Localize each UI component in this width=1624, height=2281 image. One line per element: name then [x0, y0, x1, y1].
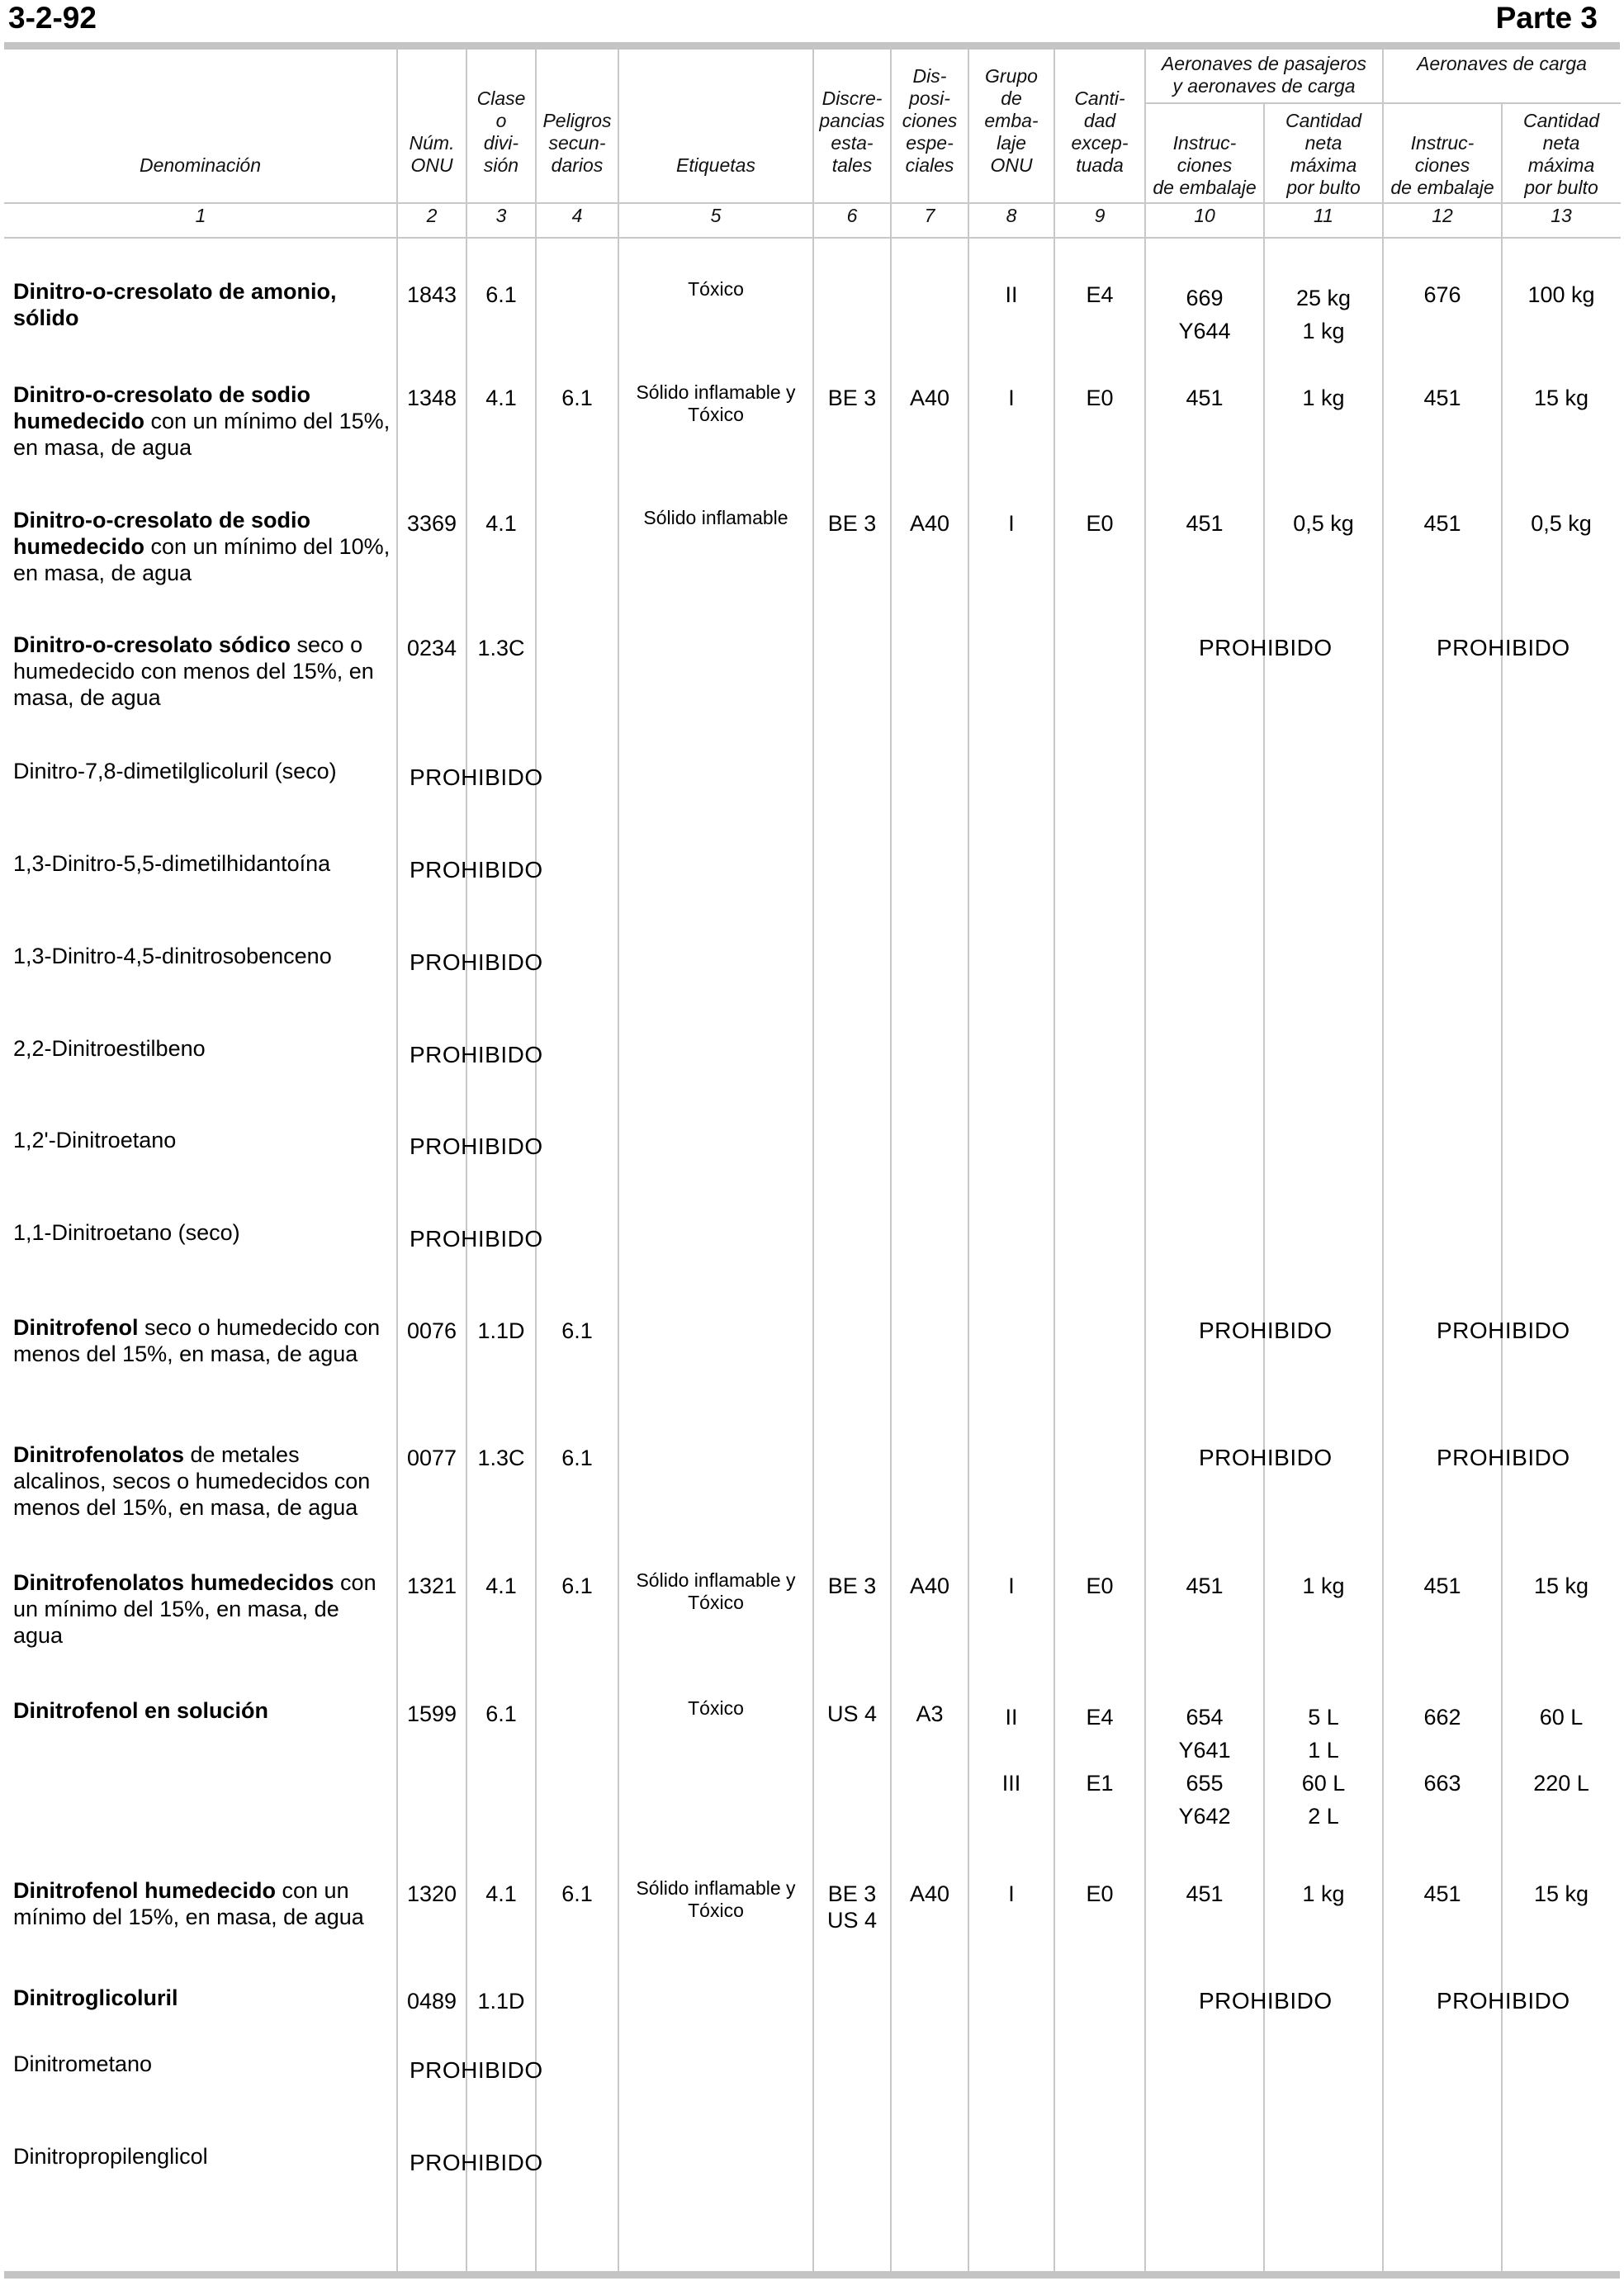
column-divider: [968, 50, 969, 2271]
column-divider: [466, 50, 467, 2271]
page-part: Parte 3: [1495, 1, 1598, 35]
prohibido-passenger: PROHIBIDO: [1199, 1445, 1333, 1470]
header-instrucciones-pasajeros: Instruc- ciones de embalaje: [1153, 132, 1257, 198]
label-cell: Tóxico: [688, 1697, 744, 1719]
special-provision-cell: A3: [916, 1701, 944, 1726]
prohibido-cargo: PROHIBIDO: [1437, 1445, 1570, 1470]
header-denominacion: Denominación: [139, 154, 262, 176]
un-number-cell: 1320: [406, 1881, 457, 1906]
passenger-instruction-cell: 451: [1186, 386, 1224, 410]
packing-group-cell: I: [1008, 386, 1015, 410]
header-grupo: Grupo de emba- laje ONU: [984, 65, 1039, 176]
column-number: 13: [1551, 205, 1572, 226]
cargo-quantity-cell: 15 kg: [1533, 1574, 1589, 1598]
passenger-instruction-cell: 654 Y641 655 Y642: [1178, 1705, 1231, 1829]
state-variation-cell: BE 3: [827, 511, 877, 536]
substance-name: Dinitro-o-cresolato de amonio, sólido: [13, 279, 337, 330]
special-provision-cell: A40: [909, 386, 950, 410]
prohibido-cargo: PROHIBIDO: [1437, 635, 1570, 660]
class-cell: 6.1: [485, 282, 517, 307]
prohibido-cargo: PROHIBIDO: [1437, 1318, 1570, 1343]
label-cell: Sólido inflamable: [643, 507, 788, 528]
column-divider: [1263, 103, 1265, 2271]
prohibido-label: PROHIBIDO: [410, 857, 543, 883]
passenger-quantity-cell: 1 kg: [1302, 1881, 1345, 1906]
top-rule: [4, 42, 1620, 50]
special-provision-cell: A40: [909, 511, 950, 536]
class-cell: 1.1D: [477, 1318, 525, 1343]
substance-name: Dinitrofenol humedecido con un mínimo del 15%, en masa, de agua: [13, 1878, 364, 1929]
column-number: 10: [1194, 205, 1215, 226]
column-number: 4: [571, 205, 583, 226]
cargo-instruction-cell: 676: [1423, 282, 1461, 307]
prohibido-label: PROHIBIDO: [410, 1226, 543, 1252]
secondary-hazard-cell: 6.1: [561, 1318, 593, 1343]
prohibido-cargo: PROHIBIDO: [1437, 1988, 1570, 2014]
excepted-quantity-cell: E0: [1086, 386, 1114, 410]
prohibido-passenger: PROHIBIDO: [1199, 1318, 1333, 1343]
prohibido-label: PROHIBIDO: [410, 2057, 543, 2083]
substance-name: 1,3-Dinitro-5,5-dimetilhidantoína: [13, 851, 331, 876]
class-cell: 4.1: [485, 1574, 517, 1598]
label-cell: Sólido inflamable y Tóxico: [636, 381, 796, 425]
substance-name: 1,2'-Dinitroetano: [13, 1128, 177, 1152]
class-cell: 6.1: [485, 1701, 517, 1726]
column-number: 9: [1094, 205, 1106, 226]
class-cell: 1.1D: [477, 1989, 525, 2014]
passenger-instruction-cell: 451: [1186, 1881, 1224, 1906]
column-divider: [1144, 50, 1146, 2271]
prohibido-label: PROHIBIDO: [410, 949, 543, 975]
un-number-cell: 1843: [406, 282, 457, 307]
header-carga-group: Aeronaves de carga: [1417, 53, 1587, 74]
packing-group-cell: I: [1008, 511, 1015, 536]
column-number: 11: [1314, 205, 1333, 226]
substance-name: Dinitro-7,8-dimetilglicoluril (seco): [13, 759, 337, 783]
substance-name: 1,1-Dinitroetano (seco): [13, 1220, 240, 1245]
substance-name: Dinitrofenol seco o humedecido con menos del 15%, en masa, de agua: [13, 1315, 381, 1366]
prohibido-passenger: PROHIBIDO: [1199, 635, 1333, 660]
column-number: 1: [195, 205, 206, 226]
column-number: 5: [710, 205, 722, 226]
passenger-instruction-cell: 669 Y644: [1178, 286, 1231, 343]
un-number-cell: 1321: [406, 1574, 457, 1598]
header-num-onu: Núm. ONU: [409, 132, 455, 176]
column-divider: [396, 50, 398, 2271]
cargo-instruction-cell: 451: [1423, 1574, 1461, 1598]
packing-group-cell: II III: [1001, 1705, 1021, 1796]
packing-group-cell: I: [1008, 1574, 1015, 1598]
prohibido-passenger: PROHIBIDO: [1199, 1988, 1333, 2014]
substance-name: Dinitrofenolatos de metales alcalinos, secos o humedecidos con menos del 15%, en masa, de agua: [13, 1442, 371, 1520]
class-cell: 1.3C: [477, 636, 525, 660]
passenger-quantity-cell: 25 kg 1 kg: [1295, 286, 1352, 343]
secondary-hazard-cell: 6.1: [561, 1446, 593, 1470]
packing-group-cell: I: [1008, 1881, 1015, 1906]
passenger-quantity-cell: 0,5 kg: [1293, 511, 1354, 536]
un-number-cell: 0077: [406, 1446, 457, 1470]
cargo-instruction-cell: 451: [1423, 511, 1461, 536]
excepted-quantity-cell: E0: [1086, 511, 1114, 536]
un-number-cell: 1599: [406, 1701, 457, 1726]
un-number-cell: 3369: [406, 511, 457, 536]
cargo-quantity-cell: 15 kg: [1533, 1881, 1589, 1906]
substance-name: Dinitro-o-cresolato de sodio humedecido con un mínimo del 10%, en masa, de agua: [13, 508, 391, 585]
bottom-rule: [4, 2271, 1620, 2279]
substance-name: Dinitropropilenglicol: [13, 2144, 208, 2169]
column-divider: [890, 50, 892, 2271]
cargo-quantity-cell: 0,5 kg: [1531, 511, 1592, 536]
state-variation-cell: BE 3 US 4: [826, 1881, 878, 1933]
class-cell: 4.1: [485, 386, 517, 410]
column-number-divider: [4, 237, 1621, 239]
column-number: 6: [846, 205, 858, 226]
column-divider: [1382, 50, 1384, 2271]
excepted-quantity-cell: E0: [1086, 1574, 1114, 1598]
passenger-instruction-cell: 451: [1186, 511, 1224, 536]
header-discrepancias: Discre- pancias esta- tales: [819, 88, 885, 176]
state-variation-cell: US 4: [826, 1701, 878, 1726]
header-instrucciones-carga: Instruc- ciones de embalaje: [1390, 132, 1494, 198]
passenger-quantity-cell: 5 L 1 L 60 L 2 L: [1301, 1705, 1346, 1829]
group-header-divider: [1145, 102, 1621, 104]
cargo-quantity-cell: 60 L 220 L: [1533, 1705, 1589, 1796]
prohibido-label: PROHIBIDO: [410, 1042, 543, 1067]
header-pasajeros-group: Aeronaves de pasajeros y aeronaves de carga: [1161, 53, 1367, 97]
un-number-cell: 0234: [406, 636, 457, 660]
column-number: 3: [495, 205, 507, 226]
cargo-instruction-cell: 451: [1423, 386, 1461, 410]
substance-name: Dinitrofenolatos humedecidos con un mínimo del 15%, en masa, de agua: [13, 1570, 376, 1648]
un-number-cell: 1348: [406, 386, 457, 410]
prohibido-label: PROHIBIDO: [410, 2150, 543, 2175]
substance-name: 1,3-Dinitro-4,5-dinitrosobenceno: [13, 944, 332, 968]
header-etiquetas: Etiquetas: [676, 154, 755, 176]
class-cell: 4.1: [485, 1881, 517, 1906]
header-clase: Clase o divi- sión: [476, 88, 526, 176]
class-cell: 1.3C: [477, 1446, 525, 1470]
substance-name: Dinitrometano: [13, 2051, 153, 2076]
passenger-quantity-cell: 1 kg: [1302, 386, 1345, 410]
header-divider: [4, 202, 1621, 204]
substance-name: Dinitrofenol en solución: [13, 1698, 268, 1723]
cargo-instruction-cell: 451: [1423, 1881, 1461, 1906]
excepted-quantity-cell: E4 E1: [1086, 1705, 1114, 1796]
cargo-quantity-cell: 100 kg: [1527, 282, 1595, 307]
packing-group-cell: II: [1005, 282, 1018, 307]
special-provision-cell: A40: [909, 1881, 950, 1906]
secondary-hazard-cell: 6.1: [561, 1881, 593, 1906]
passenger-quantity-cell: 1 kg: [1302, 1574, 1345, 1598]
prohibido-label: PROHIBIDO: [410, 764, 543, 790]
label-cell: Tóxico: [688, 278, 744, 300]
substance-name: 2,2-Dinitroestilbeno: [13, 1036, 206, 1061]
state-variation-cell: BE 3: [827, 1574, 877, 1598]
page-number: 3-2-92: [8, 1, 97, 35]
header-cantidad-pasajeros: Cantidad neta máxima por bulto: [1285, 110, 1362, 198]
header-peligros: Peligros secun- darios: [542, 110, 612, 176]
class-cell: 4.1: [485, 511, 517, 536]
secondary-hazard-cell: 6.1: [561, 386, 593, 410]
state-variation-cell: BE 3: [827, 386, 877, 410]
cargo-quantity-cell: 15 kg: [1533, 386, 1589, 410]
column-number: 8: [1006, 205, 1017, 226]
substance-name: Dinitroglicoluril: [13, 1985, 178, 2010]
header-cantidad-exceptuada: Canti- dad excep- tuada: [1071, 88, 1129, 176]
substance-name: Dinitro-o-cresolato de sodio humedecido con un mínimo del 15%, en masa, de agua: [13, 382, 391, 460]
secondary-hazard-cell: 6.1: [561, 1574, 593, 1598]
column-number: 7: [924, 205, 935, 226]
excepted-quantity-cell: E0: [1086, 1881, 1114, 1906]
label-cell: Sólido inflamable y Tóxico: [636, 1877, 796, 1921]
label-cell: Sólido inflamable y Tóxico: [636, 1569, 796, 1613]
un-number-cell: 0076: [406, 1318, 457, 1343]
special-provision-cell: A40: [909, 1574, 950, 1598]
column-divider: [1501, 103, 1503, 2271]
header-cantidad-carga: Cantidad neta máxima por bulto: [1522, 110, 1600, 198]
column-number: 2: [426, 205, 438, 226]
substance-name: Dinitro-o-cresolato sódico seco o humedecido con menos del 15%, en masa, de agua: [13, 632, 374, 710]
header-disposiciones: Dis- posi- ciones espe- ciales: [902, 65, 958, 176]
excepted-quantity-cell: E4: [1086, 282, 1114, 307]
column-number: 12: [1432, 205, 1453, 226]
column-divider: [535, 50, 537, 2271]
passenger-instruction-cell: 451: [1186, 1574, 1224, 1598]
prohibido-label: PROHIBIDO: [410, 1133, 543, 1159]
cargo-instruction-cell: 662 663: [1423, 1705, 1461, 1796]
un-number-cell: 0489: [406, 1989, 457, 2014]
column-divider: [1053, 50, 1055, 2271]
